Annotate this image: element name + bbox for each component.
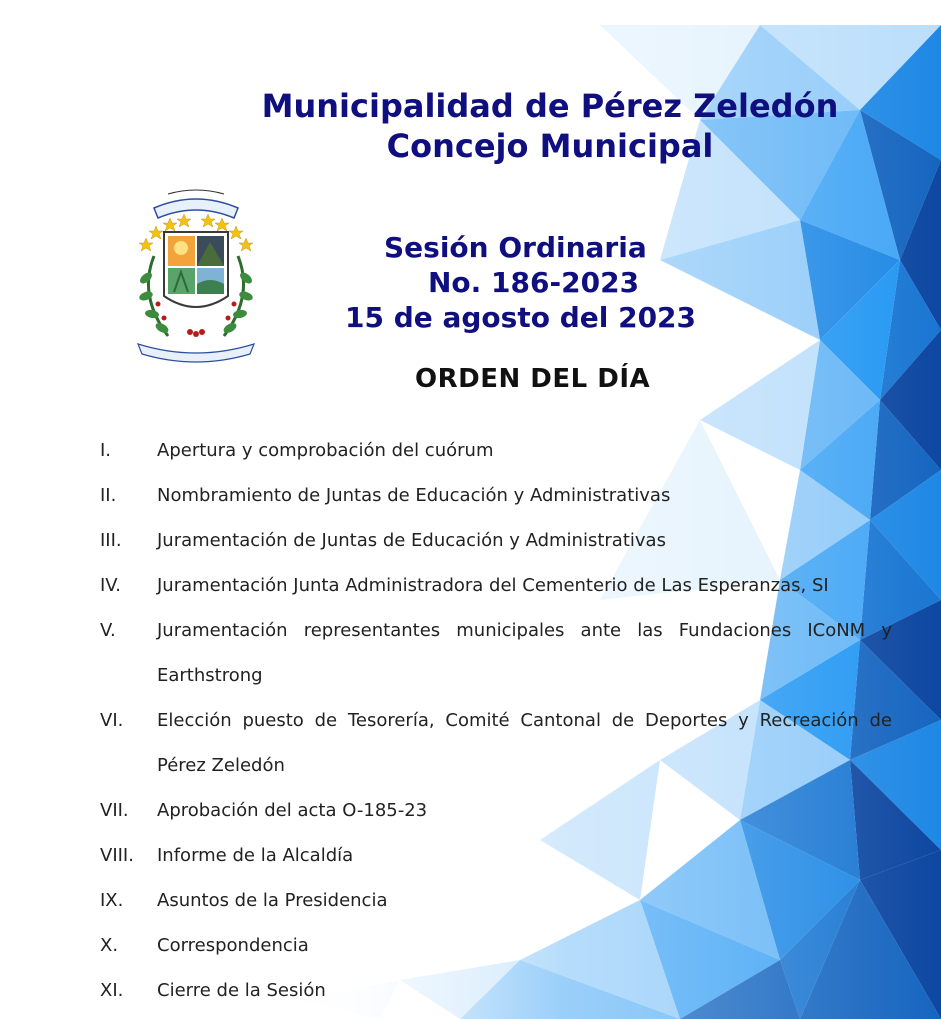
agenda-item <box>0 563 941 608</box>
agenda-item <box>0 608 941 698</box>
agenda-item-number: VI. <box>100 710 124 731</box>
agenda-item-number: X. <box>100 935 119 956</box>
session-type: Sesión Ordinaria <box>384 231 647 264</box>
agenda-item <box>0 473 941 518</box>
agenda-item-number: II. <box>100 485 117 506</box>
session-number: No. 186-2023 <box>428 266 640 299</box>
agenda-item-text: Cierre de la Sesión <box>157 980 326 1001</box>
agenda-item <box>0 428 941 473</box>
agenda-list <box>0 428 941 1013</box>
agenda-item-number: IX. <box>100 890 124 911</box>
agenda-item-text: Asuntos de la Presidencia <box>157 890 388 911</box>
agenda-item <box>0 788 941 833</box>
document-header <box>250 86 850 166</box>
agenda-item-text: Elección puesto de Tesorería, Comité Cantonal de Deportes y Recreación de Pérez Zeledón <box>157 710 892 776</box>
agenda-item-text: Correspondencia <box>157 935 309 956</box>
municipality-name: Municipalidad de Pérez Zeledón <box>261 87 839 125</box>
municipal-coat-of-arms-icon <box>124 186 268 364</box>
agenda-item <box>0 518 941 563</box>
agenda-item-text: Juramentación Junta Administradora del Cementerio de Las Esperanzas, SI <box>157 575 829 596</box>
agenda-item-number: XI. <box>100 980 124 1001</box>
agenda-item <box>0 923 941 968</box>
agenda-item-number: I. <box>100 440 112 461</box>
agenda-item-text: Nombramiento de Juntas de Educación y Administrativas <box>157 485 671 506</box>
session-date: 15 de agosto del 2023 <box>345 301 697 334</box>
agenda-item-number: VII. <box>100 800 129 821</box>
agenda-item-text: Juramentación de Juntas de Educación y Administrativas <box>157 530 666 551</box>
agenda-item-text: Aprobación del acta O-185-23 <box>157 800 428 821</box>
agenda-item <box>0 833 941 878</box>
agenda-item <box>0 698 941 788</box>
agenda-item-number: V. <box>100 620 116 641</box>
agenda-item-text: Informe de la Alcaldía <box>157 845 354 866</box>
agenda-item-number: III. <box>100 530 122 551</box>
agenda-item-number: IV. <box>100 575 122 596</box>
agenda-item-text: Juramentación representantes municipales ante las Fundaciones ICoNM y Earthstrong <box>157 620 892 686</box>
agenda-heading: ORDEN DEL DÍA <box>415 364 651 394</box>
agenda-item-text: Apertura y comprobación del cuórum <box>157 440 494 461</box>
agenda-item-number: VIII. <box>100 845 134 866</box>
council-name: Concejo Municipal <box>386 127 714 165</box>
agenda-item <box>0 878 941 923</box>
agenda-item <box>0 968 941 1013</box>
